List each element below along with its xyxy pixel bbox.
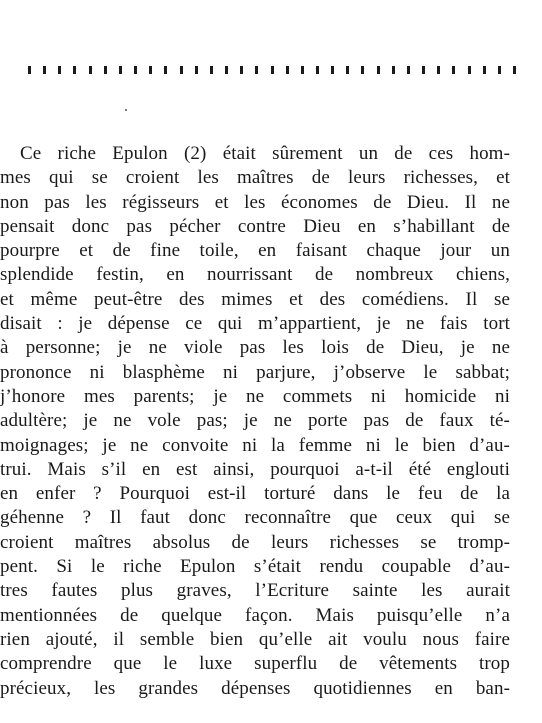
separator-dot — [331, 66, 334, 74]
separator-dot — [28, 66, 31, 74]
text-line: et même peut-être des mimes et des comédiens. Il se — [0, 288, 510, 310]
separator-dot — [43, 66, 46, 74]
separator-dot — [498, 66, 501, 74]
separator-dot — [316, 66, 319, 74]
text-line: moignages; je ne convoite ni la femme ni le bien d’au- — [0, 434, 510, 456]
text-line: disait : je dépense ce qui m’appartient, je ne fais tort — [0, 313, 510, 335]
separator-dot — [89, 66, 92, 74]
separator-dot — [422, 66, 425, 74]
separator-dot — [407, 66, 410, 74]
text-line: géhenne ? Il faut donc reconnaître que ceux qui se — [0, 507, 510, 529]
text-line: adultère; je ne vole pas; je ne porte pas de faux té- — [0, 410, 510, 432]
separator-dot — [73, 66, 76, 74]
text-line: rien ajouté, il semble bien qu’elle ait voulu nous faire — [0, 628, 510, 650]
separator-dot — [377, 66, 380, 74]
separator-dot — [361, 66, 364, 74]
separator-dot — [513, 66, 516, 74]
separator-dot — [195, 66, 198, 74]
separator-dot — [164, 66, 167, 74]
separator-dot — [286, 66, 289, 74]
text-line: en enfer ? Pourquoi est-il torturé dans le feu de la — [0, 483, 510, 505]
separator-dot — [346, 66, 349, 74]
separator-dot — [255, 66, 258, 74]
separator-dot — [104, 66, 107, 74]
text-line: splendide festin, en nourrissant de nombreux chiens, — [0, 264, 510, 286]
ink-speck — [125, 109, 127, 111]
separator-dot — [301, 66, 304, 74]
text-line: non pas les régisseurs et les économes de Dieu. Il ne — [0, 191, 510, 213]
text-line: tres fautes plus graves, l’Ecriture sainte les aurait — [0, 580, 510, 602]
text-line: pensait donc pas pécher contre Dieu en s’habillant de — [0, 215, 510, 237]
separator-dot — [210, 66, 213, 74]
separator-dot — [134, 66, 137, 74]
separator-dot — [437, 66, 440, 74]
separator-dot — [225, 66, 228, 74]
text-line: croient maîtres absolus de leurs richesses se tromp- — [0, 531, 510, 553]
text-line: trui. Mais s’il en est ainsi, pourquoi a-t-il été englouti — [0, 458, 510, 480]
separator-dot — [180, 66, 183, 74]
text-line: Ce riche Epulon (2) était sûrement un de ces hom- — [20, 143, 510, 164]
separator-dot — [392, 66, 395, 74]
separator-dot — [483, 66, 486, 74]
text-line: comprendre que le luxe superflu de vêtements trop — [0, 653, 510, 675]
separator-dot — [468, 66, 471, 74]
text-line: j’honore mes parents; je ne commets ni homicide ni — [0, 385, 510, 407]
text-line: pourpre et de fine toile, en faisant chaque jour un — [0, 240, 510, 262]
text-line: prononce ni blasphème ni parjure, j’observe le sabbat; — [0, 361, 510, 383]
text-line: pent. Si le riche Epulon s’était rendu coupable d’au- — [0, 556, 510, 578]
separator-dot — [240, 66, 243, 74]
text-line: mes qui se croient les maîtres de leurs richesses, et — [0, 167, 510, 189]
dotted-separator — [28, 66, 516, 74]
text-line: à personne; je ne viole pas les lois de Dieu, je ne — [0, 337, 510, 359]
separator-dot — [271, 66, 274, 74]
separator-dot — [452, 66, 455, 74]
separator-dot — [149, 66, 152, 74]
text-line: mentionnées de quelque façon. Mais puisqu’elle n’a — [0, 604, 510, 626]
separator-dot — [119, 66, 122, 74]
body-paragraph — [0, 142, 510, 701]
separator-dot — [58, 66, 61, 74]
text-line: précieux, les grandes dépenses quotidiennes en ban- — [0, 677, 510, 699]
